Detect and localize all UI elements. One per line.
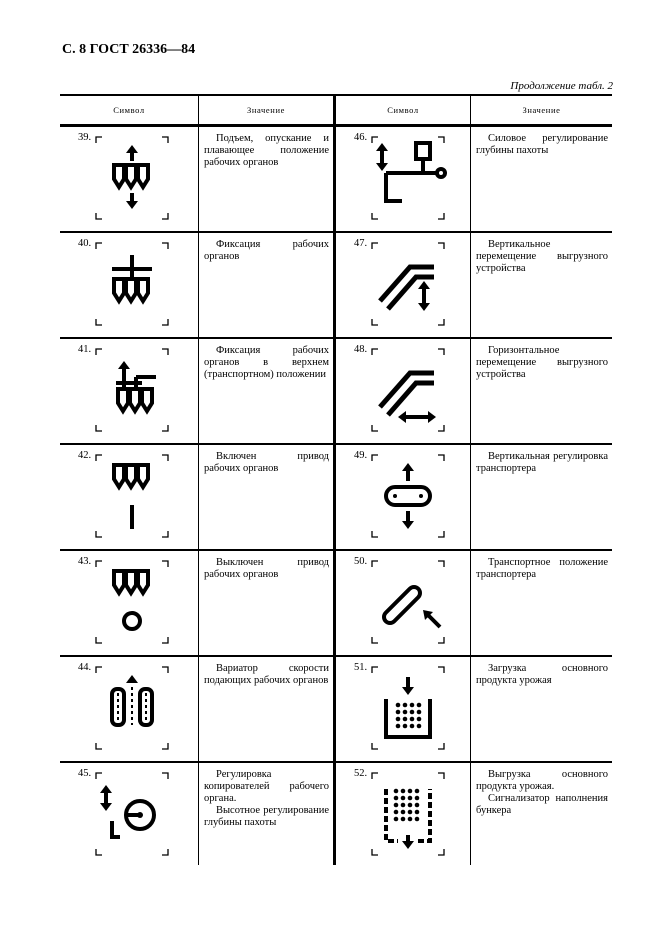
grain-unloading-icon [368, 769, 448, 859]
symbol-number: 42. [78, 450, 92, 461]
symbol-cell [335, 550, 471, 656]
symbol-number: 41. [78, 344, 92, 355]
meaning-text: Регулировка копирователей рабочего органа. [204, 769, 329, 804]
table-row [60, 762, 612, 865]
meaning-text: Загрузка основного продукта урожая [476, 663, 608, 686]
symbol-cell [335, 444, 471, 550]
meaning-text: Фиксация рабочих органов [204, 239, 329, 262]
table-continuation-label: Продолжение табл. 2 [510, 80, 613, 92]
meaning-cell [471, 762, 613, 865]
copier-adjust-icon [92, 769, 172, 859]
meaning-text: Выгрузка основного продукта урожая. [476, 769, 608, 792]
symbol-cell [60, 126, 199, 233]
symbol-number: 52. [354, 768, 368, 779]
meaning-text: Транспортное положение транспортера [476, 557, 608, 580]
meaning-text: Выключен привод рабочих органов [204, 557, 329, 580]
meaning-cell [471, 338, 613, 444]
conveyor-vertical-icon [368, 451, 448, 541]
meaning-cell [471, 126, 613, 233]
feed-speed-variator-icon [92, 663, 172, 753]
symbol-cell [335, 656, 471, 762]
grain-loading-icon [368, 663, 448, 753]
meaning-text: Вертикальное перемещение выгрузного устройства [476, 239, 608, 274]
drive-off-icon [92, 557, 172, 647]
conveyor-transport-icon [368, 557, 448, 647]
symbol-cell [60, 550, 199, 656]
column-header: Значение [471, 95, 613, 126]
symbol-number: 49. [354, 450, 368, 461]
symbol-cell [335, 338, 471, 444]
lock-raised-icon [92, 345, 172, 435]
meaning-cell [471, 656, 613, 762]
unloader-horizontal-icon [368, 345, 448, 435]
table-row [60, 232, 612, 338]
meaning-cell [471, 444, 613, 550]
symbol-number: 43. [78, 556, 92, 567]
symbol-cell [335, 232, 471, 338]
symbol-number: 51. [354, 662, 368, 673]
meaning-cell [199, 232, 335, 338]
table-row [60, 550, 612, 656]
meaning-cell [199, 444, 335, 550]
symbol-number: 50. [354, 556, 368, 567]
table-row [60, 126, 612, 233]
symbol-cell [60, 444, 199, 550]
symbol-number: 48. [354, 344, 368, 355]
symbol-number: 46. [354, 132, 368, 143]
symbol-number: 47. [354, 238, 368, 249]
meaning-text: Фиксация рабочих органов в верхнем (транспортном) положении [204, 345, 329, 380]
raise-lower-float-icon [92, 133, 172, 223]
symbol-cell [60, 232, 199, 338]
symbol-cell [335, 126, 471, 233]
meaning-cell [199, 338, 335, 444]
meaning-text: Сигнализатор наполнения бункера [476, 793, 608, 816]
meaning-text: Подъем, опускание и плавающее положение рабочих органов [204, 133, 329, 168]
meaning-text: Вертикальная регулировка транспортера [476, 451, 608, 474]
symbol-cell [60, 656, 199, 762]
symbol-number: 45. [78, 768, 92, 779]
column-header: Значение [199, 95, 335, 126]
page-header: С. 8 ГОСТ 26336—84 [62, 42, 196, 57]
column-header: Символ [60, 95, 199, 126]
meaning-text: Высотное регулирование глубины пахоты [204, 805, 329, 828]
meaning-cell [199, 550, 335, 656]
meaning-text: Горизонтальное перемещение выгрузного устройства [476, 345, 608, 380]
meaning-cell [199, 656, 335, 762]
symbol-cell [335, 762, 471, 865]
symbol-number: 44. [78, 662, 92, 673]
meaning-text: Включен привод рабочих органов [204, 451, 329, 474]
symbols-table [60, 94, 612, 865]
lock-working-bodies-icon [92, 239, 172, 329]
unloader-vertical-icon [368, 239, 448, 329]
meaning-text: Вариатор скорости подающих рабочих органов [204, 663, 329, 686]
table-row [60, 656, 612, 762]
meaning-cell [199, 762, 335, 865]
table-row [60, 444, 612, 550]
drive-on-icon [92, 451, 172, 541]
column-header: Символ [335, 95, 471, 126]
meaning-cell [199, 126, 335, 233]
meaning-cell [471, 232, 613, 338]
draft-control-icon [368, 133, 448, 223]
symbol-number: 40. [78, 238, 92, 249]
table-row [60, 338, 612, 444]
symbol-number: 39. [78, 132, 92, 143]
symbol-cell [60, 762, 199, 865]
meaning-cell [471, 550, 613, 656]
symbol-cell [60, 338, 199, 444]
meaning-text: Силовое регулирование глубины пахоты [476, 133, 608, 156]
